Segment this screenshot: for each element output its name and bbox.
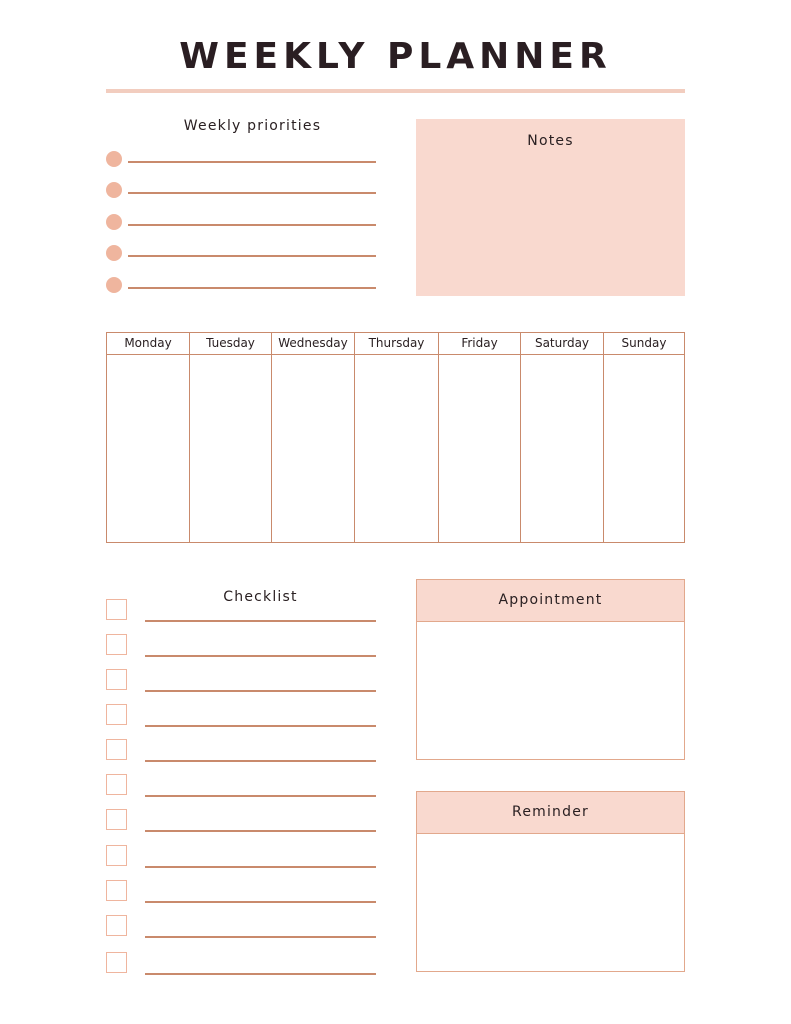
checklist-heading: Checklist — [223, 589, 298, 605]
checklist-item[interactable] — [106, 634, 376, 657]
checklist-item[interactable] — [106, 809, 376, 832]
day-header: Sunday — [604, 333, 684, 355]
bullet-dot-icon — [106, 182, 122, 198]
day-header: Friday — [439, 333, 520, 355]
checkbox-icon[interactable] — [106, 915, 127, 936]
checkbox-icon[interactable] — [106, 599, 127, 620]
priority-item[interactable] — [106, 212, 376, 232]
checkbox-icon[interactable] — [106, 634, 127, 655]
title-divider — [106, 89, 685, 93]
checklist-write-line — [145, 795, 376, 797]
priority-item[interactable] — [106, 180, 376, 200]
priority-item[interactable] — [106, 149, 376, 169]
notes-panel[interactable] — [416, 119, 685, 296]
checklist-write-line — [145, 973, 376, 975]
checkbox-icon[interactable] — [106, 774, 127, 795]
appointment-heading: Appointment — [417, 580, 684, 622]
bullet-dot-icon — [106, 245, 122, 261]
checklist-write-line — [145, 830, 376, 832]
checklist-item[interactable] — [106, 880, 376, 903]
day-column-thursday[interactable] — [355, 333, 439, 542]
checkbox-icon[interactable] — [106, 739, 127, 760]
checklist-write-line — [145, 655, 376, 657]
checkbox-icon[interactable] — [106, 845, 127, 866]
checklist-write-line — [145, 690, 376, 692]
checklist-write-line — [145, 760, 376, 762]
reminder-panel[interactable] — [416, 791, 685, 972]
checklist-item[interactable] — [106, 669, 376, 692]
day-column-saturday[interactable] — [521, 333, 604, 542]
checklist-item[interactable] — [106, 915, 376, 938]
priority-item[interactable] — [106, 243, 376, 263]
checklist-item[interactable] — [106, 952, 376, 975]
priority-write-line — [128, 224, 376, 226]
day-header: Thursday — [355, 333, 438, 355]
checklist-write-line — [145, 866, 376, 868]
day-column-wednesday[interactable] — [272, 333, 355, 542]
checklist-write-line — [145, 725, 376, 727]
day-header: Monday — [107, 333, 189, 355]
bullet-dot-icon — [106, 151, 122, 167]
priority-write-line — [128, 161, 376, 163]
appointment-panel[interactable] — [416, 579, 685, 760]
priorities-heading: Weekly priorities — [183, 118, 322, 134]
priority-write-line — [128, 192, 376, 194]
bullet-dot-icon — [106, 277, 122, 293]
week-grid — [106, 332, 685, 543]
bullet-dot-icon — [106, 214, 122, 230]
checkbox-icon[interactable] — [106, 952, 127, 973]
day-column-friday[interactable] — [439, 333, 521, 542]
checklist-item[interactable] — [106, 774, 376, 797]
checklist-item[interactable] — [106, 739, 376, 762]
day-header: Wednesday — [272, 333, 354, 355]
checklist-write-line — [145, 901, 376, 903]
priority-item[interactable] — [106, 275, 376, 295]
checklist-write-line — [145, 936, 376, 938]
checklist-write-line — [145, 620, 376, 622]
checklist-item[interactable] — [106, 845, 376, 868]
day-column-tuesday[interactable] — [190, 333, 272, 542]
checkbox-icon[interactable] — [106, 704, 127, 725]
checklist-item[interactable] — [106, 704, 376, 727]
checklist-item[interactable] — [106, 599, 376, 622]
priority-write-line — [128, 287, 376, 289]
day-header: Saturday — [521, 333, 603, 355]
day-header: Tuesday — [190, 333, 271, 355]
reminder-heading: Reminder — [417, 792, 684, 834]
checkbox-icon[interactable] — [106, 880, 127, 901]
day-column-monday[interactable] — [107, 333, 190, 542]
priority-write-line — [128, 255, 376, 257]
checkbox-icon[interactable] — [106, 669, 127, 690]
notes-heading: Notes — [527, 133, 574, 149]
day-column-sunday[interactable] — [604, 333, 684, 542]
page-title: WEEKLY PLANNER — [179, 36, 612, 77]
checkbox-icon[interactable] — [106, 809, 127, 830]
